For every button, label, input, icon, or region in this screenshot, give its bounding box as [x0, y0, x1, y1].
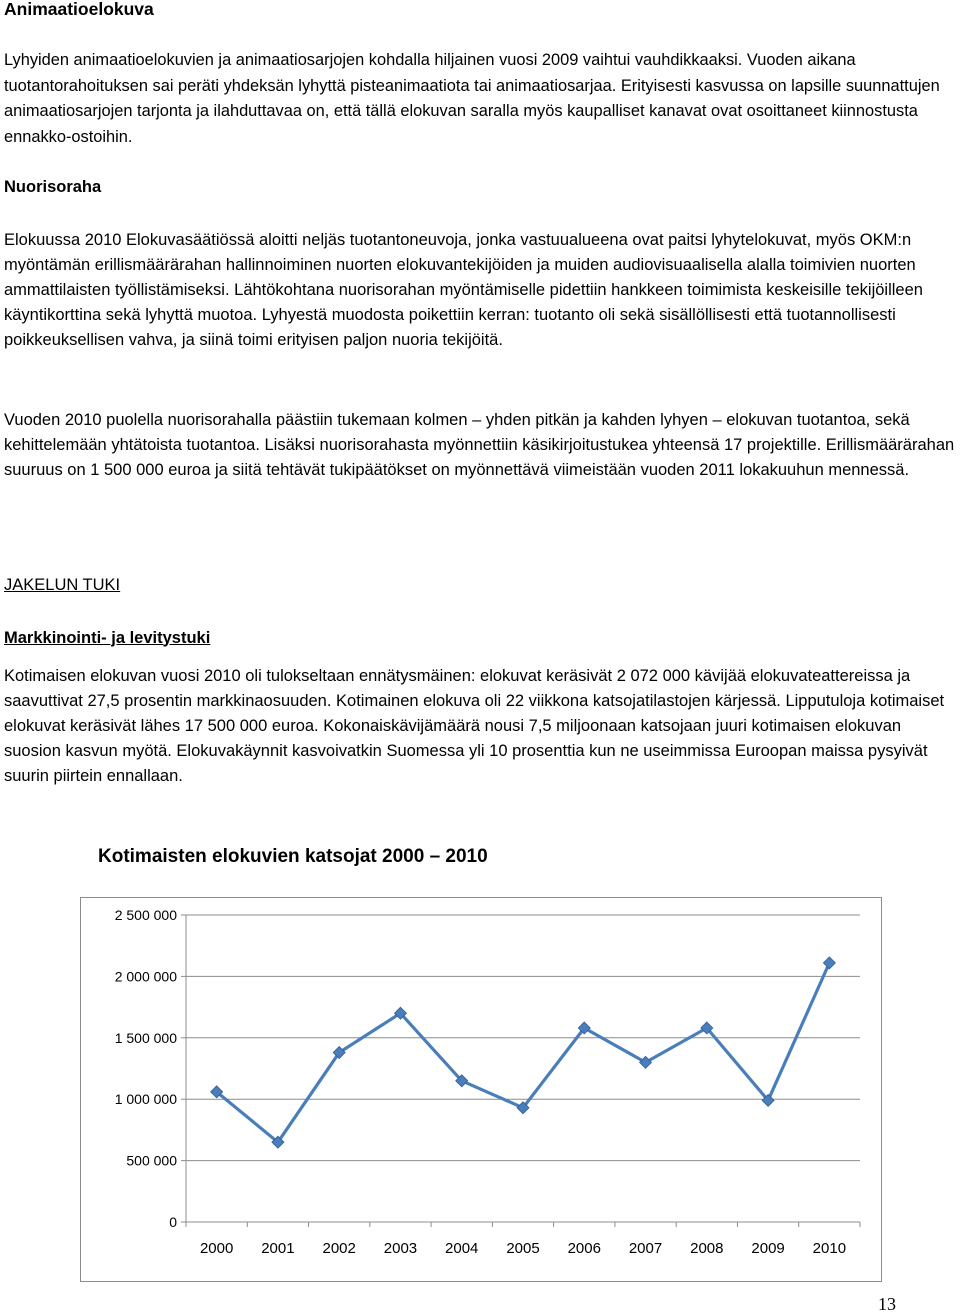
- y-tick-label: 1 000 000: [114, 1091, 177, 1108]
- x-tick-label: 2004: [445, 1240, 479, 1257]
- chart-container: [80, 897, 882, 1287]
- chart-title: Kotimaisten elokuvien katsojat 2000 – 2010: [98, 846, 488, 867]
- x-tick-label: 2003: [383, 1240, 418, 1257]
- x-tick-label: 2002: [322, 1240, 356, 1257]
- x-tick-label: 2005: [506, 1240, 540, 1257]
- x-tick-label: 2000: [199, 1240, 234, 1257]
- page-number: 13: [878, 1294, 896, 1314]
- section-heading-nuorisoraha: Nuorisoraha: [4, 178, 102, 196]
- y-tick-label: 0: [169, 1214, 177, 1230]
- y-tick-label: 2 500 000: [114, 907, 177, 923]
- x-tick-label: 2001: [261, 1240, 295, 1257]
- x-tick-label: 2008: [690, 1240, 724, 1257]
- paragraph-nuorisoraha-2: Vuoden 2010 puolella nuorisorahalla päästiin tukemaan kolmen – yhden pitkän ja kahden lyhyen – elokuvan tuotantoa, sekä kehittelemään yhtätoista tuotantoa. Lisäksi nuorisorahasta myönnettiin käsikirjoitustukea yhteensä 17 projektille. Erillismäärärahan suuruus on 1 500 000 euroa ja siitä tehtävät tukipäätökset on myönnettävä viimeistään vuoden 2011 lokakuuhun mennessä.: [4, 411, 955, 479]
- section-heading-animaatio: Animaatioelokuva: [4, 0, 154, 19]
- section-heading-jakelu: JAKELUN TUKI: [4, 575, 121, 594]
- x-tick-label: 2007: [628, 1240, 663, 1257]
- paragraph-jakelu: Kotimaisen elokuvan vuosi 2010 oli tulokseltaan ennätysmäinen: elokuvat keräsivät 2 072 000 kävijää elokuvateattereissa ja saavuttivat 27,5 prosentin markkinaosuuden. Kotimainen elokuva oli 22 viikkona katsojatilastojen kärjessä. Lipputuloja kotimaiset elokuvat keräsivät lähes 17 500 000 euroa. Kokonaiskävijämäärä nousi 7,5 miljoonaan katsojaan juuri kotimaisen elokuvan suosion kasvun myötä. Elokuvakäynnit kasvoivatkin Suomessa yli 10 prosenttia kun ne useimmissa Euroopan maissa pysyivät suurin piirtein ennallaan.: [4, 667, 945, 785]
- y-tick-label: 1 500 000: [114, 1029, 177, 1046]
- y-tick-label: 2 000 000: [114, 968, 177, 985]
- x-tick-label: 2009: [751, 1240, 785, 1257]
- line-chart: [80, 897, 882, 1282]
- paragraph-nuorisoraha-1: Elokuussa 2010 Elokuvasäätiössä aloitti neljäs tuotantoneuvoja, jonka vastuualueena ovat paitsi lyhytelokuvat, myös OKM:n myöntämän erillismäärärahan hallinnoiminen nuorten elokuvantekijöiden ja muiden audiovisuaalisella alalla toimivien nuorten ammattilaisten työllistämiseksi. Lähtökohtana nuorisorahan myöntämiselle pidettiin hankkeen toimimista keskeisille tekijöilleen käyntikorttina sekä lyhyttä muotoa. Lyhyestä muodosta poikettiin kerran: tuotanto oli sekä sisällöllisesti että tuotannollisesti poikkeuksellisen vahva, ja siinä toimi erityisen paljon nuoria tekijöitä.: [4, 231, 923, 349]
- x-tick-label: 2006: [567, 1240, 601, 1257]
- paragraph-animaatio: Lyhyiden animaatioelokuvien ja animaatiosarjojen kohdalla hiljainen vuosi 2009 vaihtui vauhdikkaaksi. Vuoden aikana tuotantorahoituksen sai peräti yhdeksän lyhyttä pisteanimaatiota tai animaatiosarjaa. Erityisesti kasvussa on lapsille suunnattujen animaatiosarjojen tarjonta ja ilahduttavaa on, että tällä elokuvan saralla myös kaupalliset kanavat ovat osoittaneet kiinnostusta ennakko-ostoihin.: [4, 51, 940, 146]
- y-tick-label: 500 000: [126, 1152, 177, 1169]
- subheading-markkinointi: Markkinointi- ja levitystuki: [4, 628, 211, 647]
- x-tick-label: 2010: [812, 1240, 847, 1257]
